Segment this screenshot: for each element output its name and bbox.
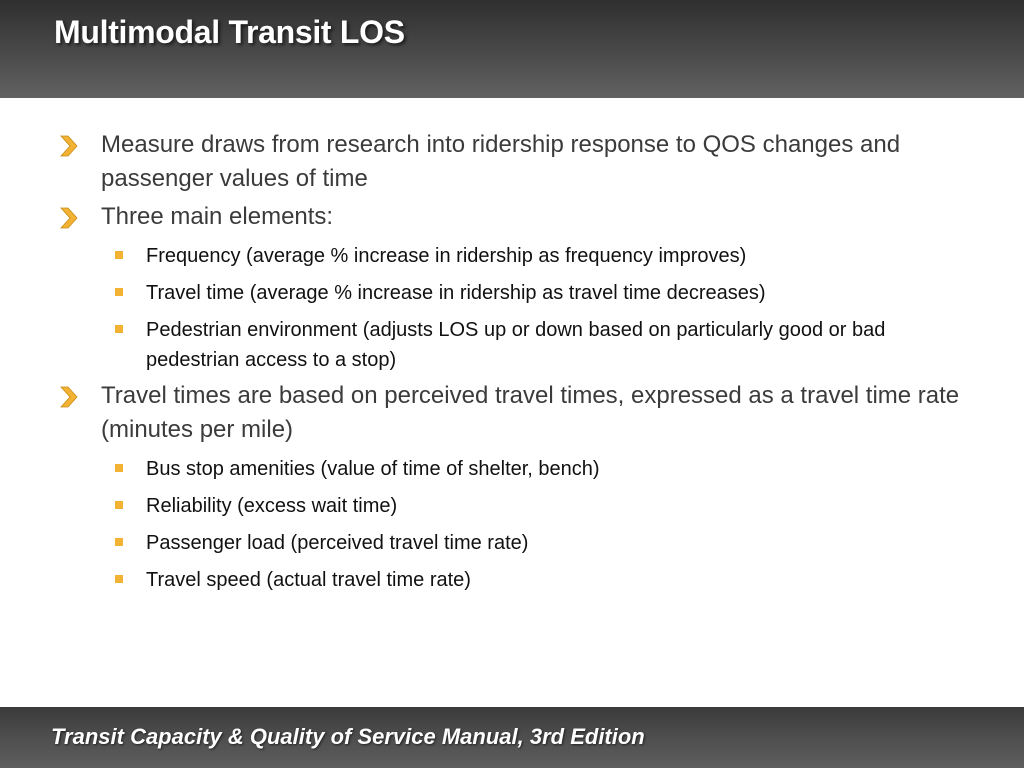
- sub-bullet-text: Frequency (average % increase in ridership as frequency improves): [146, 245, 747, 267]
- sub-bullet-text: Pedestrian environment (adjusts LOS up or down based on particularly good or bad pedestrian access to a stop): [146, 319, 886, 371]
- square-bullet-icon: [115, 464, 123, 472]
- footer-source: Transit Capacity & Quality of Service Manual, 3rd Edition: [51, 724, 645, 749]
- sub-bullet-text: Travel speed (actual travel time rate): [146, 569, 471, 591]
- chevron-right-icon: [59, 386, 79, 408]
- chevron-right-icon: [59, 135, 79, 157]
- bullet-text: Three main elements:: [101, 203, 334, 230]
- sub-bullet-travel-time: [146, 278, 956, 308]
- sub-bullet-travel-speed: [146, 565, 956, 595]
- bullet-travel-times: [101, 379, 981, 447]
- chevron-right-icon: [59, 207, 79, 229]
- sub-bullet-text: Travel time (average % increase in ridership as travel time decreases): [146, 282, 766, 304]
- sub-bullet-text: Bus stop amenities (value of time of shelter, bench): [146, 458, 600, 480]
- sub-bullet-text: Passenger load (perceived travel time rate): [146, 532, 529, 554]
- sub-bullet-bus-stop-amenities: [146, 454, 956, 484]
- title-bar: [0, 0, 1024, 98]
- footer-bar: [0, 707, 1024, 768]
- sub-bullet-reliability: [146, 491, 956, 521]
- slide-title: Multimodal Transit LOS: [54, 14, 405, 50]
- bullet-text: Measure draws from research into ridership response to QOS changes and passenger values of time: [101, 131, 901, 192]
- bullet-three-elements: [101, 200, 981, 234]
- sub-bullet-text: Reliability (excess wait time): [146, 495, 398, 517]
- bullet-measure: [101, 128, 981, 196]
- bullet-text: Travel times are based on perceived travel times, expressed as a travel time rate (minutes per mile): [101, 382, 960, 443]
- square-bullet-icon: [115, 501, 123, 509]
- sub-bullet-passenger-load: [146, 528, 956, 558]
- square-bullet-icon: [115, 288, 123, 296]
- square-bullet-icon: [115, 538, 123, 546]
- slide-content: [0, 128, 1024, 595]
- square-bullet-icon: [115, 251, 123, 259]
- square-bullet-icon: [115, 325, 123, 333]
- square-bullet-icon: [115, 575, 123, 583]
- sub-bullet-pedestrian-environment: [146, 315, 956, 375]
- sub-bullet-frequency: [146, 241, 956, 271]
